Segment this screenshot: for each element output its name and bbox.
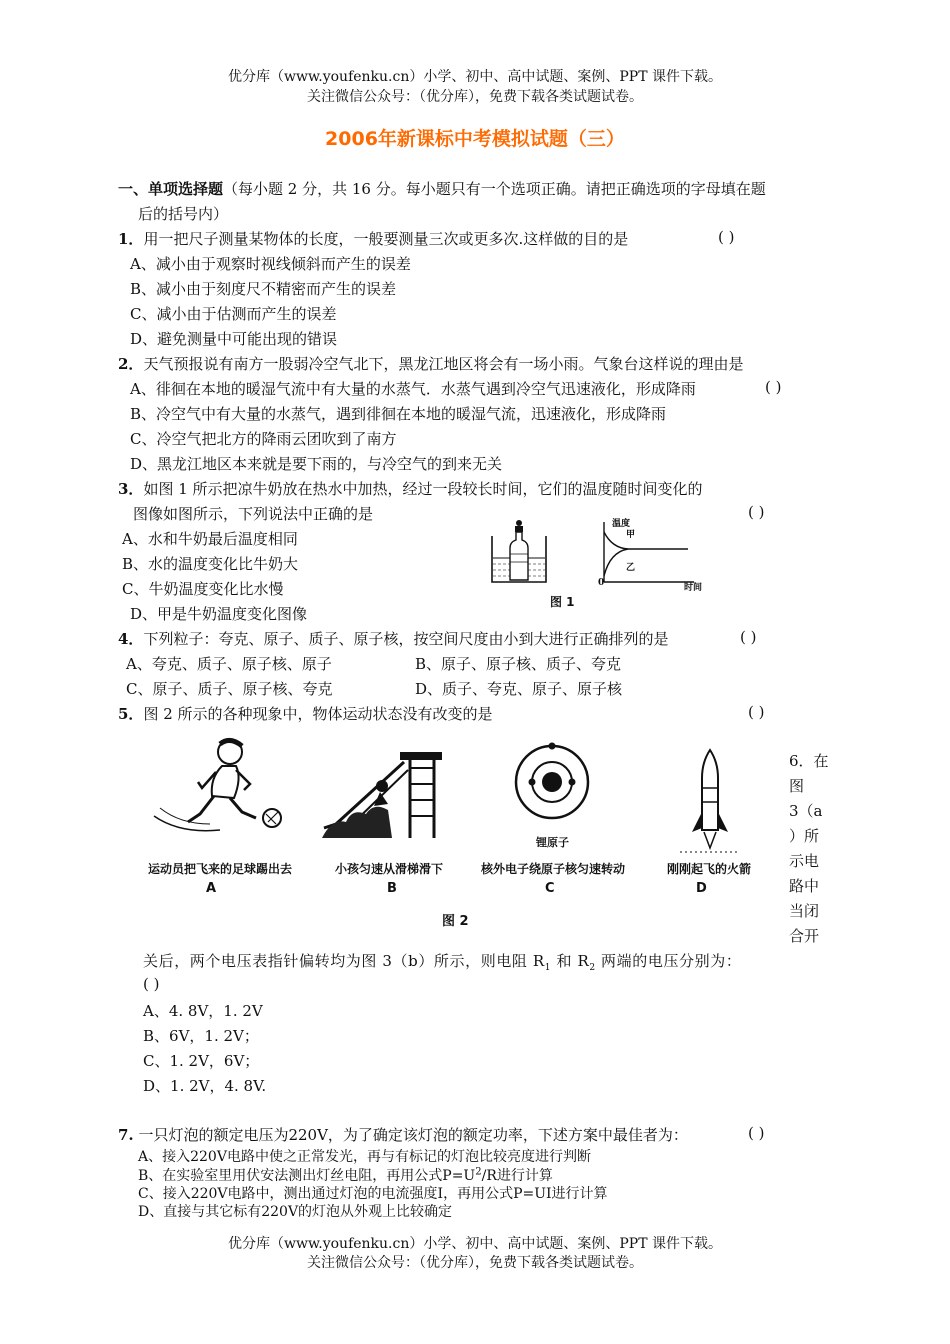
figure-2-panel-a-caption: 运动员把飞来的足球踢出去: [148, 862, 293, 876]
figure-2-panel-c-atom-label: 锂原子: [536, 836, 569, 849]
q7-text: 一只灯泡的额定电压为220V，为了确定该灯泡的额定功率，下述方案中最佳者为：: [138, 1126, 688, 1144]
q6-vertical-8: 合开: [789, 927, 820, 945]
q6-cont-post: 两端的电压分别为：: [595, 952, 742, 970]
q2-option-a: A、徘徊在本地的暖湿气流中有大量的水蒸气．水蒸气遇到冷空气迅速液化，形成降雨: [130, 380, 696, 398]
q2-option-d: D、黑龙江地区本来就是要下雨的，与冷空气的到来无关: [130, 455, 503, 473]
q3-text: 如图 1 所示把凉牛奶放在热水中加热，经过一段较长时间，它们的温度随时间变化的: [143, 480, 703, 498]
q4-option-c: C、原子、质子、原子核、夸克: [126, 680, 333, 698]
q6-vertical-7: 当闭: [789, 902, 820, 920]
q7-option-b-pre: B、在实验室里用伏安法测出灯丝电阻，再用公式P=U: [138, 1168, 476, 1184]
q3-option-d: D、甲是牛奶温度变化图像: [130, 605, 308, 623]
figure-1-beaker: [490, 518, 550, 586]
q3-stem: [118, 478, 703, 499]
graph-label-yi: 乙: [626, 563, 636, 573]
q4-answer-paren: ( ): [740, 628, 757, 646]
q4-number: 4．: [118, 630, 144, 648]
q2-option-b: B、冷空气中有大量的水蒸气，遇到徘徊在本地的暖湿气流，迅速液化，形成降雨: [130, 405, 667, 423]
q6-vertical-2: 图: [789, 777, 805, 795]
q1-option-b: B、减小由于刻度尺不精密而产生的误差: [130, 280, 397, 298]
q6-option-c: C、1. 2V，6V；: [143, 1052, 260, 1070]
figure-1-caption: 图 1: [550, 595, 575, 609]
graph-y-label: 温度: [612, 519, 631, 529]
section-1-note: （每小题 2 分，共 16 分。每小题只有一个选项正确。请把正确选项的字母填在题: [223, 180, 766, 198]
q5-text: 图 2 所示的各种现象中，物体运动状态没有改变的是: [143, 705, 493, 723]
figure-2-panel-d-caption: 刚刚起飞的火箭: [667, 862, 752, 876]
q1-text: 用一把尺子测量某物体的长度，一般要测量三次或更多次.这样做的目的是: [143, 230, 629, 248]
section-1-note-2: 后的括号内）: [138, 205, 229, 223]
q4-option-d: D、质子、夸克、原子、原子核: [415, 680, 623, 698]
figure-2-panel-d-letter: D: [696, 881, 707, 896]
q7-option-b: [138, 1165, 553, 1185]
figure-2-panel-b-image: [322, 748, 452, 840]
q7-option-b-sup: 2: [475, 1166, 482, 1178]
q6-vertical-1: 6．在: [789, 752, 829, 770]
q7-number: 7.: [118, 1126, 134, 1144]
graph-origin-label: 0: [598, 578, 605, 588]
figure-2-panel-a-letter: A: [206, 881, 217, 896]
page-title: 2006年新课标中考模拟试题（三）: [325, 128, 625, 150]
q5-stem: [118, 703, 493, 724]
q2-answer-paren: ( ): [765, 378, 782, 396]
q6-sub-1: 1: [544, 963, 552, 973]
q3-option-b: B、水的温度变化比牛奶大: [122, 555, 299, 573]
q4-text: 下列粒子：夸克、原子、质子、原子核，按空间尺度由小到大进行正确排列的是: [143, 630, 669, 648]
q3-number: 3．: [118, 480, 144, 498]
q2-option-c: C、冷空气把北方的降雨云团吹到了南方: [130, 430, 397, 448]
q6-cont-pre: 关后，两个电压表指针偏转均为图 3（b）所示，则电阻 R: [143, 952, 545, 970]
q6-vertical-4: ）所: [789, 827, 820, 845]
q7-option-d: D、直接与其它标有220V的灯泡从外观上比较确定: [138, 1204, 453, 1220]
header-line-2: 关注微信公众号：（优分库），免费下载各类试题试卷。: [307, 89, 643, 105]
q4-option-a: A、夸克、质子、原子核、原子: [126, 655, 332, 673]
figure-2-panel-b-caption: 小孩匀速从滑梯滑下: [335, 862, 444, 876]
q6-cont-mid: 和 R: [551, 952, 590, 970]
q1-number: 1．: [118, 230, 144, 248]
q1-option-a: A、减小由于观察时视线倾斜而产生的误差: [130, 255, 411, 273]
figure-2-caption: 图 2: [442, 914, 469, 929]
figure-2-panel-c-image: [512, 742, 592, 822]
q4-stem: [118, 628, 668, 649]
q6-vertical-6: 路中: [789, 877, 820, 895]
figure-2-panel-b-letter: B: [387, 881, 397, 896]
q6-sub-2: 2: [589, 963, 596, 973]
section-1-heading: [118, 178, 766, 199]
q6-continuation: [143, 950, 741, 973]
q6-vertical-3: 3（a: [789, 802, 823, 820]
q7-stem: [118, 1124, 688, 1145]
header-line-1: 优分库（www.youfenku.cn）小学、初中、高中试题、案例、PPT 课件下载。: [227, 69, 722, 85]
q2-text: 天气预报说有南方一股弱冷空气北下，黑龙江地区将会有一场小雨。气象台这样说的理由是: [143, 355, 744, 373]
q7-option-a: A、接入220V电路中使之正常发光，再与有标记的灯泡比较亮度进行判断: [138, 1149, 591, 1165]
q5-answer-paren: ( ): [748, 703, 765, 721]
q1-option-d: D、避免测量中可能出现的错误: [130, 330, 338, 348]
figure-2-panel-c-caption: 核外电子绕原子核匀速转动: [481, 862, 626, 876]
q6-answer-paren: ( ): [143, 975, 160, 993]
q6-vertical-5: 示电: [789, 852, 820, 870]
q2-stem: [118, 353, 743, 374]
footer-line-2: 关注微信公众号：（优分库），免费下载各类试题试卷。: [307, 1255, 643, 1271]
q1-stem: [118, 228, 628, 249]
q3-option-a: A、水和牛奶最后温度相同: [122, 530, 298, 548]
footer-line-1: 优分库（www.youfenku.cn）小学、初中、高中试题、案例、PPT 课件下载。: [227, 1236, 722, 1252]
q6-option-b: B、6V，1. 2V；: [143, 1027, 259, 1045]
q7-answer-paren: ( ): [748, 1124, 765, 1142]
q2-number: 2．: [118, 355, 144, 373]
q7-option-b-post: /R进行计算: [481, 1168, 553, 1184]
q4-option-b: B、原子、原子核、质子、夸克: [415, 655, 622, 673]
q1-option-c: C、减小由于估测而产生的误差: [130, 305, 337, 323]
graph-x-label: 时间: [684, 583, 703, 593]
figure-2-panel-d-image: [680, 748, 740, 854]
figure-2-panel-a-image: [150, 738, 290, 838]
section-1-label: 一、单项选择题: [118, 180, 224, 198]
q6-option-d: D、1. 2V，4. 8V.: [143, 1077, 267, 1095]
q3-stem-2: 图像如图所示，下列说法中正确的是: [133, 505, 374, 523]
q6-option-a: A、4. 8V，1. 2V: [143, 1002, 263, 1020]
figure-2-panel-c-letter: C: [545, 881, 555, 896]
q5-number: 5．: [118, 705, 144, 723]
q7-option-c: C、接入220V电路中，测出通过灯泡的电流强度I，再用公式P=UI进行计算: [138, 1186, 608, 1202]
graph-label-jia: 甲: [626, 530, 636, 540]
q3-answer-paren: ( ): [748, 503, 765, 521]
q1-answer-paren: ( ): [718, 228, 735, 246]
q3-option-c: C、牛奶温度变化比水慢: [122, 580, 284, 598]
